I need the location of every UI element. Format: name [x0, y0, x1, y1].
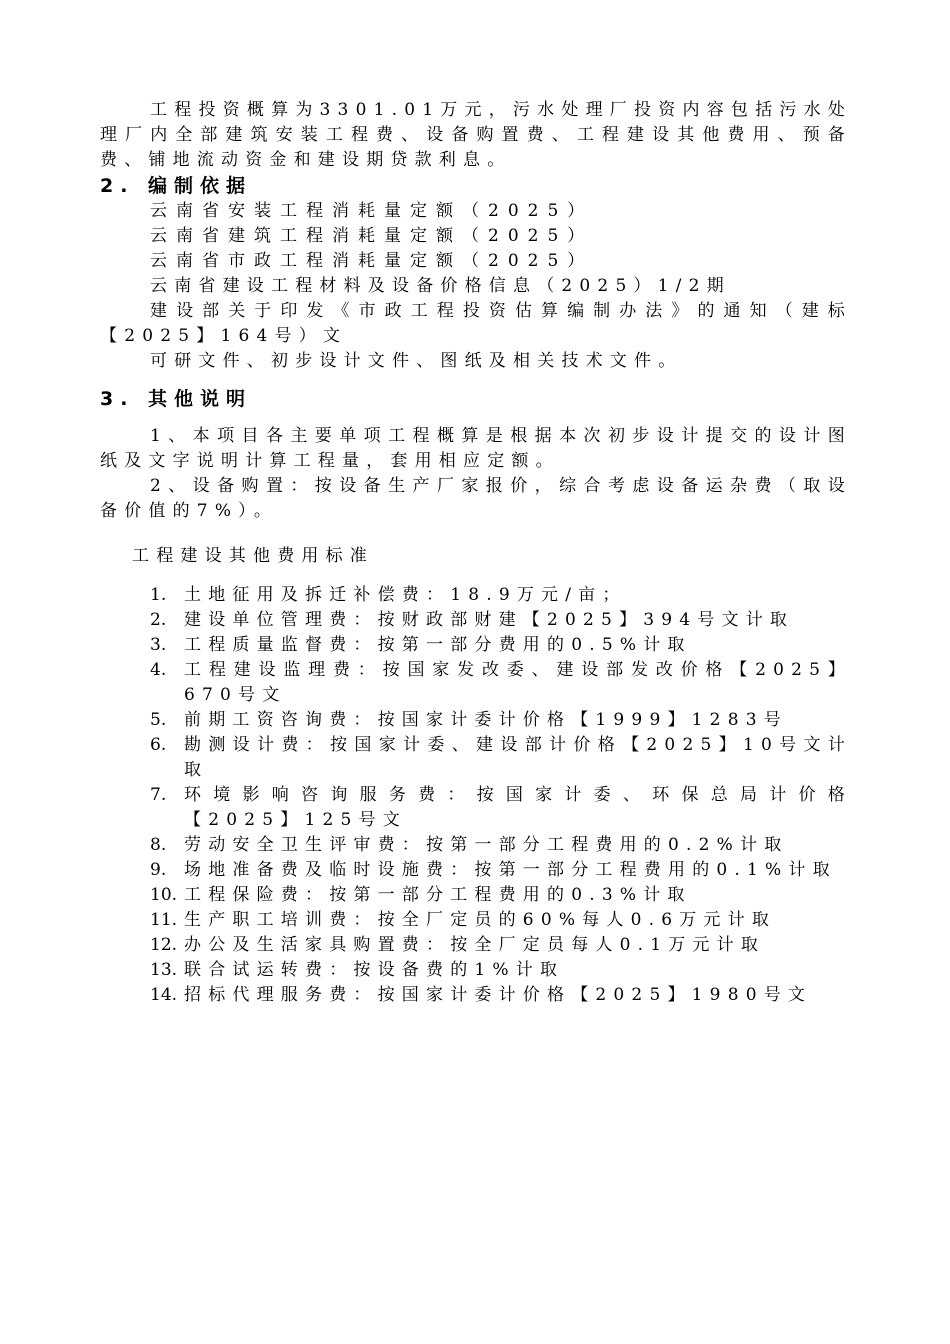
basis-line: 云南省安装工程消耗量定额（2025） — [150, 201, 594, 221]
item-text: 勘测设计费：按国家计委、建设部计价格【2025】10号文计取 — [184, 735, 852, 780]
list-item — [100, 783, 852, 833]
item-text: 场地准备费及临时设施费：按第一部分工程费用的0.1%计取 — [184, 860, 837, 880]
basis-line: 云南省市政工程消耗量定额（2025） — [150, 251, 594, 271]
basis-list — [100, 199, 852, 374]
item-number: 8. — [150, 835, 167, 855]
item-text: 劳动安全卫生评审费：按第一部分工程费用的0.2%计取 — [184, 835, 789, 855]
basis-line: 云南省建筑工程消耗量定额（2025） — [150, 226, 594, 246]
list-item — [100, 908, 852, 933]
note-paragraph: 2、设备购置：按设备生产厂家报价，综合考虑设备运杂费（取设备价值的7%）。 — [100, 476, 852, 521]
section-2-heading: 2. 编制依据 — [100, 175, 253, 197]
item-number: 11. — [150, 910, 178, 930]
section-3-heading: 3. 其他说明 — [100, 388, 253, 410]
item-number: 10. — [150, 885, 178, 905]
item-number: 12. — [150, 935, 178, 955]
item-text: 招标代理服务费：按国家计委计价格【2025】1980号文 — [184, 985, 813, 1005]
item-number: 7. — [150, 785, 167, 805]
item-text: 建设单位管理费：按财政部财建【2025】394号文计取 — [184, 610, 795, 630]
list-item — [100, 733, 852, 783]
item-text: 前期工资咨询费：按国家计委计价格【1999】1283号 — [184, 710, 788, 730]
item-number: 14. — [150, 985, 178, 1005]
item-text: 工程质量监督费：按第一部分费用的0.5%计取 — [184, 635, 692, 655]
list-item — [100, 858, 852, 883]
item-number: 9. — [150, 860, 167, 880]
item-number: 5. — [150, 710, 167, 730]
list-item — [100, 983, 852, 1008]
item-text: 土地征用及拆迁补偿费：18.9万元/亩； — [184, 585, 627, 605]
document-page — [100, 98, 852, 1008]
list-item — [100, 658, 852, 708]
item-text: 工程保险费：按第一部分工程费用的0.3%计取 — [184, 885, 692, 905]
item-text: 联合试运转费：按设备费的1%计取 — [184, 960, 565, 980]
list-item — [100, 883, 852, 908]
basis-line: 云南省建设工程材料及设备价格信息（2025）1/2期 — [150, 276, 731, 296]
fee-standard-list — [100, 583, 852, 1008]
list-item — [100, 583, 852, 608]
list-item — [100, 608, 852, 633]
item-number: 13. — [150, 960, 178, 980]
item-text: 生产职工培训费：按全厂定员的60%每人0.6万元计取 — [184, 910, 777, 930]
list-item — [100, 833, 852, 858]
item-number: 2. — [150, 610, 167, 630]
subheading: 工程建设其他费用标准 — [132, 546, 374, 566]
list-item — [100, 633, 852, 658]
item-text: 环境影响咨询服务费：按国家计委、环保总局计价格【2025】125号文 — [184, 785, 852, 830]
item-text: 办公及生活家具购置费：按全厂定员每人0.1万元计取 — [184, 935, 766, 955]
item-number: 3. — [150, 635, 167, 655]
item-number: 4. — [150, 660, 167, 680]
intro-paragraph: 工程投资概算为3301.01万元，污水处理厂投资内容包括污水处理厂内全部建筑安装工程费、设备购置费、工程建设其他费用、预备费、铺地流动资金和建设期贷款利息。 — [100, 100, 852, 170]
basis-line: 可研文件、初步设计文件、图纸及相关技术文件。 — [150, 351, 683, 371]
note-paragraph: 1、本项目各主要单项工程概算是根据本次初步设计提交的设计图纸及文字说明计算工程量，套用相应定额。 — [100, 426, 852, 471]
item-text: 工程建设监理费：按国家发改委、建设部发改价格【2025】670号文 — [184, 660, 852, 705]
list-item — [100, 958, 852, 983]
basis-line: 建设部关于印发《市政工程投资估算编制办法》的通知（建标【2025】164号）文 — [100, 301, 852, 346]
item-number: 6. — [150, 735, 167, 755]
item-number: 1. — [150, 585, 167, 605]
list-item — [100, 708, 852, 733]
list-item — [100, 933, 852, 958]
